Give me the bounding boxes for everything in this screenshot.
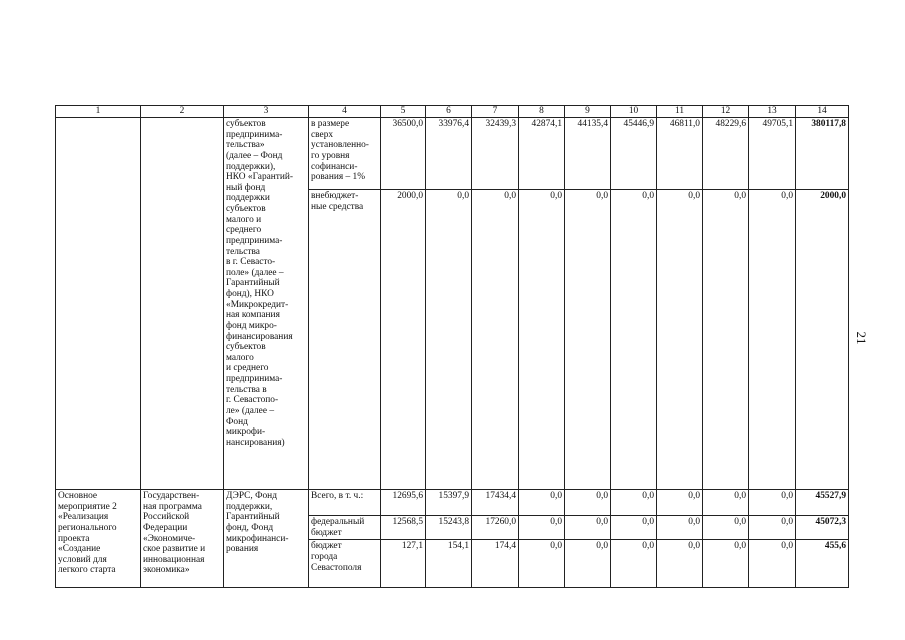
executor-text: «Микрокредит- [226,299,289,310]
header-cell: 1 [56,106,141,118]
value-cell: 0,0 [703,490,749,516]
value-cell: 0,0 [657,490,703,516]
executor-text: субъектов [226,342,266,353]
header-cell: 9 [565,106,611,118]
total-cell: 2000,0 [796,190,849,490]
total-cell: 380117,8 [796,118,849,190]
table-row [56,118,849,190]
program-cell [141,490,224,588]
value-cell: 0,0 [703,190,749,490]
value-cell: 0,0 [565,516,611,540]
executor-text: фонд), НКО [226,289,274,299]
executor-text: ный фонд [226,182,266,193]
value-cell: 0,0 [749,516,796,540]
source-text: софинанси- [311,161,358,172]
executor-text: Фонд [226,416,248,427]
executor-text: предпринима- [226,374,283,384]
value-cell: 0,0 [565,540,611,588]
executor-text: субъектов [226,119,266,129]
value-cell: 12568,5 [381,516,426,540]
table-row [56,490,849,516]
value-cell: 0,0 [657,516,703,540]
program-text: Российской [143,512,190,523]
value-cell: 49705,1 [749,118,796,190]
value-cell: 0,0 [657,190,703,490]
executor-text: тельства [226,246,260,257]
header-cell: 2 [141,106,224,118]
value-cell: 0,0 [519,516,565,540]
value-cell: 0,0 [565,490,611,516]
header-cell: 12 [703,106,749,118]
source-text: Севастополя [311,562,362,573]
value-cell: 0,0 [611,540,657,588]
source-text: рования – 1% [311,172,366,183]
executor-text: (далее – Фонд [226,150,283,161]
executor-cell [224,490,309,588]
executor-text: ная компания [226,310,280,321]
value-cell: 15397,9 [426,490,472,516]
header-cell: 11 [657,106,703,118]
executor-text: субъектов [226,204,266,214]
source-cell [309,190,381,490]
executor-text: среднего [226,225,262,236]
value-cell: 15243,8 [426,516,472,540]
header-cell: 6 [426,106,472,118]
source-text: установленно- [311,140,369,151]
event-name-text: легкого старта [58,565,116,576]
value-cell: 33976,4 [426,118,472,190]
program-text: ское развитие и [143,544,206,555]
source-text: бюджет [311,527,342,538]
program-text: экономика» [143,565,190,576]
source-cell [309,118,381,190]
executor-text: фонд, Фонд [226,522,274,533]
value-cell: 42874,1 [519,118,565,190]
executor-text: фонд микро- [226,320,277,331]
executor-text: малого и [226,214,262,225]
executor-text: поддержки, [226,501,273,512]
program-text: Государствен- [143,491,200,501]
source-text: в размере [311,119,350,129]
header-cell: 4 [309,106,381,118]
total-cell: 455,6 [796,540,849,588]
executor-text: Гарантийный [226,512,280,523]
value-cell: 174,4 [472,540,519,588]
value-cell: 0,0 [703,540,749,588]
executor-text: тельства» [226,140,265,151]
executor-text: микрофинанси- [226,533,289,544]
executor-text: предпринима- [226,129,283,140]
program-text: Федерации [143,522,188,533]
value-cell: 0,0 [519,490,565,516]
column-number-row [56,106,849,118]
source-text: го уровня [311,150,350,161]
source-text: ные средства [311,201,364,212]
value-cell: 0,0 [426,190,472,490]
executor-text: Гарантийный [226,278,280,289]
value-cell: 44135,4 [565,118,611,190]
value-cell: 0,0 [611,516,657,540]
event-name-text: проекта [58,533,90,544]
source-cell [309,540,381,588]
executor-text: нансирования) [226,437,285,448]
event-name-text: «Создание [58,544,101,555]
program-cell [56,118,141,490]
executor-text: рования [226,544,259,555]
table-body [56,106,849,588]
executor-text: НКО «Гарантий- [226,172,294,183]
value-cell: 46811,0 [657,118,703,190]
source-text: Всего, в т. ч.: [311,491,364,501]
value-cell: 0,0 [749,490,796,516]
executor-text: г. Севастопо- [226,395,279,406]
event-name-text: «Реализация [58,512,109,523]
value-cell: 0,0 [749,540,796,588]
value-cell: 36500,0 [381,118,426,190]
source-text: города [311,551,338,562]
value-cell: 127,1 [381,540,426,588]
header-cell: 7 [472,106,519,118]
header-cell: 3 [224,106,309,118]
source-text: федеральный [311,517,365,527]
page-number: 21 [854,331,869,345]
executor-text: поддержки [226,193,270,204]
executor-text: ДЭРС, Фонд [226,491,277,501]
value-cell: 0,0 [519,190,565,490]
source-text: бюджет [311,541,342,552]
program-cell [141,118,224,490]
event-name-text: Основное [58,491,98,501]
executor-text: и среднего [226,363,269,374]
executor-text: поле» (далее – [226,267,284,278]
event-name-text: мероприятие 2 [58,501,117,512]
total-cell: 45072,3 [796,516,849,540]
value-cell: 0,0 [703,516,749,540]
source-text: внебюджет- [311,191,359,201]
value-cell: 154,1 [426,540,472,588]
value-cell: 0,0 [611,490,657,516]
source-cell [309,490,381,516]
total-cell: 45527,9 [796,490,849,516]
event-name-cell [56,490,141,588]
executor-text: финансирования [226,331,293,342]
event-name-text: регионального [58,522,117,533]
executor-text: малого [226,352,254,363]
header-cell: 5 [381,106,426,118]
value-cell: 0,0 [657,540,703,588]
value-cell: 0,0 [519,540,565,588]
value-cell: 45446,9 [611,118,657,190]
value-cell: 32439,3 [472,118,519,190]
value-cell: 2000,0 [381,190,426,490]
header-cell: 13 [749,106,796,118]
value-cell: 0,0 [565,190,611,490]
executor-text: поддержки), [226,161,276,172]
event-name-text: условий для [58,554,107,565]
value-cell: 17434,4 [472,490,519,516]
value-cell: 12695,6 [381,490,426,516]
executor-text: тельства в [226,384,267,395]
executor-cell [224,118,309,490]
header-cell: 8 [519,106,565,118]
value-cell: 0,0 [611,190,657,490]
budget-table [55,105,849,588]
program-text: инновационная [143,554,205,565]
program-text: «Экономиче- [143,533,196,544]
value-cell: 0,0 [749,190,796,490]
source-text: сверх [311,129,334,140]
executor-text: микрофи- [226,427,266,438]
source-cell [309,516,381,540]
value-cell: 48229,6 [703,118,749,190]
executor-text: в г. Севасто- [226,257,276,268]
header-cell: 10 [611,106,657,118]
executor-text: предпринима- [226,235,283,246]
program-text: ная программа [143,501,202,512]
value-cell: 17260,0 [472,516,519,540]
header-cell: 14 [796,106,849,118]
executor-text: ле» (далее – [226,405,275,416]
value-cell: 0,0 [472,190,519,490]
